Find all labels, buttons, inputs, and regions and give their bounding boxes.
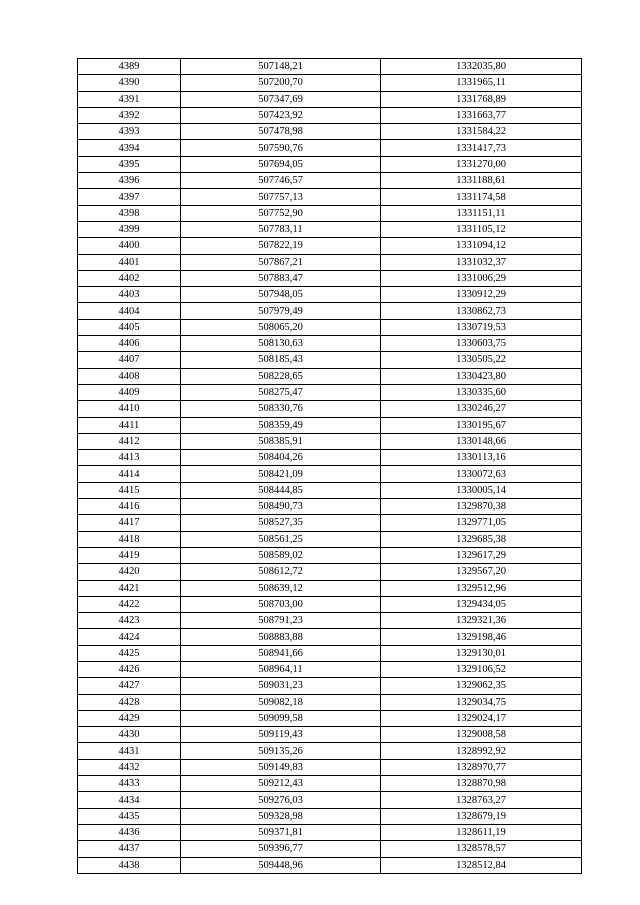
y-coordinate-cell: 1331768,89 [381, 91, 582, 107]
point-number-cell: 4408 [78, 368, 181, 384]
point-number-cell: 4390 [78, 75, 181, 91]
table-row [78, 433, 582, 449]
coordinates-table-body [78, 59, 582, 874]
y-coordinate-cell: 1329321,36 [381, 613, 582, 629]
point-number-cell: 4430 [78, 727, 181, 743]
x-coordinate-cell: 508964,11 [181, 661, 381, 677]
table-row [78, 238, 582, 254]
point-number-cell: 4396 [78, 173, 181, 189]
table-row [78, 384, 582, 400]
point-number-cell: 4401 [78, 254, 181, 270]
y-coordinate-cell: 1329771,05 [381, 515, 582, 531]
point-number-cell: 4394 [78, 140, 181, 156]
table-row [78, 694, 582, 710]
table-row [78, 678, 582, 694]
point-number-cell: 4421 [78, 580, 181, 596]
x-coordinate-cell: 507783,11 [181, 221, 381, 237]
point-number-cell: 4422 [78, 596, 181, 612]
x-coordinate-cell: 508941,66 [181, 645, 381, 661]
point-number-cell: 4403 [78, 287, 181, 303]
x-coordinate-cell: 509328,98 [181, 808, 381, 824]
point-number-cell: 4406 [78, 336, 181, 352]
x-coordinate-cell: 507746,57 [181, 173, 381, 189]
table-row [78, 596, 582, 612]
y-coordinate-cell: 1328611,19 [381, 824, 582, 840]
y-coordinate-cell: 1329434,05 [381, 596, 582, 612]
x-coordinate-cell: 508228,65 [181, 368, 381, 384]
x-coordinate-cell: 507979,49 [181, 303, 381, 319]
y-coordinate-cell: 1329512,96 [381, 580, 582, 596]
y-coordinate-cell: 1330072,63 [381, 466, 582, 482]
y-coordinate-cell: 1332035,80 [381, 59, 582, 75]
y-coordinate-cell: 1328679,19 [381, 808, 582, 824]
point-number-cell: 4427 [78, 678, 181, 694]
point-number-cell: 4438 [78, 857, 181, 873]
x-coordinate-cell: 509448,96 [181, 857, 381, 873]
table-row [78, 645, 582, 661]
x-coordinate-cell: 508527,35 [181, 515, 381, 531]
x-coordinate-cell: 509371,81 [181, 824, 381, 840]
x-coordinate-cell: 508185,43 [181, 352, 381, 368]
point-number-cell: 4432 [78, 759, 181, 775]
point-number-cell: 4426 [78, 661, 181, 677]
y-coordinate-cell: 1330246,27 [381, 401, 582, 417]
point-number-cell: 4414 [78, 466, 181, 482]
point-number-cell: 4436 [78, 824, 181, 840]
y-coordinate-cell: 1331584,22 [381, 124, 582, 140]
y-coordinate-cell: 1330505,22 [381, 352, 582, 368]
x-coordinate-cell: 508275,47 [181, 384, 381, 400]
y-coordinate-cell: 1328512,84 [381, 857, 582, 873]
table-row [78, 173, 582, 189]
point-number-cell: 4397 [78, 189, 181, 205]
x-coordinate-cell: 507883,47 [181, 270, 381, 286]
x-coordinate-cell: 507590,76 [181, 140, 381, 156]
point-number-cell: 4418 [78, 531, 181, 547]
table-row [78, 91, 582, 107]
x-coordinate-cell: 507694,05 [181, 156, 381, 172]
x-coordinate-cell: 508130,63 [181, 336, 381, 352]
y-coordinate-cell: 1330423,80 [381, 368, 582, 384]
point-number-cell: 4424 [78, 629, 181, 645]
x-coordinate-cell: 508703,00 [181, 596, 381, 612]
y-coordinate-cell: 1329062,35 [381, 678, 582, 694]
y-coordinate-cell: 1331188,61 [381, 173, 582, 189]
x-coordinate-cell: 508421,09 [181, 466, 381, 482]
point-number-cell: 4395 [78, 156, 181, 172]
x-coordinate-cell: 509099,58 [181, 710, 381, 726]
point-number-cell: 4437 [78, 841, 181, 857]
y-coordinate-cell: 1331417,73 [381, 140, 582, 156]
table-row [78, 205, 582, 221]
x-coordinate-cell: 507822,19 [181, 238, 381, 254]
point-number-cell: 4434 [78, 792, 181, 808]
y-coordinate-cell: 1331270,00 [381, 156, 582, 172]
x-coordinate-cell: 508639,12 [181, 580, 381, 596]
y-coordinate-cell: 1329870,38 [381, 499, 582, 515]
point-number-cell: 4412 [78, 433, 181, 449]
x-coordinate-cell: 508065,20 [181, 319, 381, 335]
point-number-cell: 4402 [78, 270, 181, 286]
y-coordinate-cell: 1330719,53 [381, 319, 582, 335]
table-row [78, 776, 582, 792]
y-coordinate-cell: 1330195,67 [381, 417, 582, 433]
x-coordinate-cell: 508330,76 [181, 401, 381, 417]
point-number-cell: 4407 [78, 352, 181, 368]
x-coordinate-cell: 507423,92 [181, 107, 381, 123]
point-number-cell: 4416 [78, 499, 181, 515]
table-row [78, 124, 582, 140]
table-row [78, 336, 582, 352]
y-coordinate-cell: 1328578,57 [381, 841, 582, 857]
x-coordinate-cell: 507347,69 [181, 91, 381, 107]
point-number-cell: 4391 [78, 91, 181, 107]
point-number-cell: 4420 [78, 564, 181, 580]
y-coordinate-cell: 1329024,17 [381, 710, 582, 726]
point-number-cell: 4410 [78, 401, 181, 417]
point-number-cell: 4423 [78, 613, 181, 629]
y-coordinate-cell: 1331032,37 [381, 254, 582, 270]
table-row [78, 531, 582, 547]
table-row [78, 107, 582, 123]
table-row [78, 352, 582, 368]
point-number-cell: 4392 [78, 107, 181, 123]
table-row [78, 270, 582, 286]
x-coordinate-cell: 507200,70 [181, 75, 381, 91]
y-coordinate-cell: 1328970,77 [381, 759, 582, 775]
coordinates-table [77, 58, 582, 874]
table-row [78, 189, 582, 205]
table-row [78, 743, 582, 759]
x-coordinate-cell: 508561,25 [181, 531, 381, 547]
y-coordinate-cell: 1331105,12 [381, 221, 582, 237]
table-row [78, 254, 582, 270]
table-row [78, 824, 582, 840]
y-coordinate-cell: 1329685,38 [381, 531, 582, 547]
x-coordinate-cell: 508444,85 [181, 482, 381, 498]
y-coordinate-cell: 1328992,92 [381, 743, 582, 759]
point-number-cell: 4404 [78, 303, 181, 319]
point-number-cell: 4433 [78, 776, 181, 792]
point-number-cell: 4393 [78, 124, 181, 140]
x-coordinate-cell: 509119,43 [181, 727, 381, 743]
x-coordinate-cell: 509396,77 [181, 841, 381, 857]
table-row [78, 547, 582, 563]
point-number-cell: 4409 [78, 384, 181, 400]
x-coordinate-cell: 508359,49 [181, 417, 381, 433]
y-coordinate-cell: 1331663,77 [381, 107, 582, 123]
y-coordinate-cell: 1331151,11 [381, 205, 582, 221]
y-coordinate-cell: 1329008,58 [381, 727, 582, 743]
point-number-cell: 4398 [78, 205, 181, 221]
y-coordinate-cell: 1330912,29 [381, 287, 582, 303]
table-row [78, 401, 582, 417]
point-number-cell: 4417 [78, 515, 181, 531]
point-number-cell: 4435 [78, 808, 181, 824]
y-coordinate-cell: 1330603,75 [381, 336, 582, 352]
table-row [78, 515, 582, 531]
point-number-cell: 4400 [78, 238, 181, 254]
y-coordinate-cell: 1329106,52 [381, 661, 582, 677]
table-row [78, 841, 582, 857]
table-row [78, 727, 582, 743]
x-coordinate-cell: 509031,23 [181, 678, 381, 694]
x-coordinate-cell: 508404,26 [181, 450, 381, 466]
table-row [78, 857, 582, 873]
x-coordinate-cell: 509082,18 [181, 694, 381, 710]
y-coordinate-cell: 1330335,60 [381, 384, 582, 400]
x-coordinate-cell: 508589,02 [181, 547, 381, 563]
x-coordinate-cell: 509212,43 [181, 776, 381, 792]
x-coordinate-cell: 509149,83 [181, 759, 381, 775]
table-row [78, 156, 582, 172]
point-number-cell: 4431 [78, 743, 181, 759]
table-row [78, 450, 582, 466]
x-coordinate-cell: 508385,91 [181, 433, 381, 449]
x-coordinate-cell: 509276,03 [181, 792, 381, 808]
point-number-cell: 4399 [78, 221, 181, 237]
y-coordinate-cell: 1330113,16 [381, 450, 582, 466]
x-coordinate-cell: 507148,21 [181, 59, 381, 75]
point-number-cell: 4405 [78, 319, 181, 335]
x-coordinate-cell: 509135,26 [181, 743, 381, 759]
table-row [78, 580, 582, 596]
x-coordinate-cell: 507478,98 [181, 124, 381, 140]
y-coordinate-cell: 1330148,66 [381, 433, 582, 449]
x-coordinate-cell: 508612,72 [181, 564, 381, 580]
y-coordinate-cell: 1331174,58 [381, 189, 582, 205]
table-row [78, 303, 582, 319]
point-number-cell: 4411 [78, 417, 181, 433]
table-row [78, 466, 582, 482]
point-number-cell: 4425 [78, 645, 181, 661]
table-row [78, 710, 582, 726]
table-row [78, 759, 582, 775]
table-row [78, 59, 582, 75]
table-row [78, 564, 582, 580]
x-coordinate-cell: 507867,21 [181, 254, 381, 270]
y-coordinate-cell: 1330862,73 [381, 303, 582, 319]
y-coordinate-cell: 1331965,11 [381, 75, 582, 91]
table-row [78, 221, 582, 237]
x-coordinate-cell: 508490,73 [181, 499, 381, 515]
y-coordinate-cell: 1331006,29 [381, 270, 582, 286]
x-coordinate-cell: 508791,23 [181, 613, 381, 629]
point-number-cell: 4429 [78, 710, 181, 726]
table-row [78, 629, 582, 645]
table-row [78, 319, 582, 335]
y-coordinate-cell: 1329198,46 [381, 629, 582, 645]
x-coordinate-cell: 507948,05 [181, 287, 381, 303]
point-number-cell: 4415 [78, 482, 181, 498]
table-row [78, 482, 582, 498]
table-row [78, 75, 582, 91]
y-coordinate-cell: 1329567,20 [381, 564, 582, 580]
table-row [78, 613, 582, 629]
y-coordinate-cell: 1328763,27 [381, 792, 582, 808]
point-number-cell: 4419 [78, 547, 181, 563]
x-coordinate-cell: 507757,13 [181, 189, 381, 205]
table-row [78, 499, 582, 515]
table-row [78, 140, 582, 156]
table-row [78, 792, 582, 808]
y-coordinate-cell: 1329034,75 [381, 694, 582, 710]
y-coordinate-cell: 1328870,98 [381, 776, 582, 792]
point-number-cell: 4428 [78, 694, 181, 710]
y-coordinate-cell: 1330005,14 [381, 482, 582, 498]
point-number-cell: 4413 [78, 450, 181, 466]
x-coordinate-cell: 507752,90 [181, 205, 381, 221]
table-row [78, 661, 582, 677]
point-number-cell: 4389 [78, 59, 181, 75]
table-row [78, 417, 582, 433]
table-row [78, 808, 582, 824]
table-row [78, 368, 582, 384]
x-coordinate-cell: 508883,88 [181, 629, 381, 645]
y-coordinate-cell: 1329130,01 [381, 645, 582, 661]
y-coordinate-cell: 1331094,12 [381, 238, 582, 254]
table-row [78, 287, 582, 303]
y-coordinate-cell: 1329617,29 [381, 547, 582, 563]
